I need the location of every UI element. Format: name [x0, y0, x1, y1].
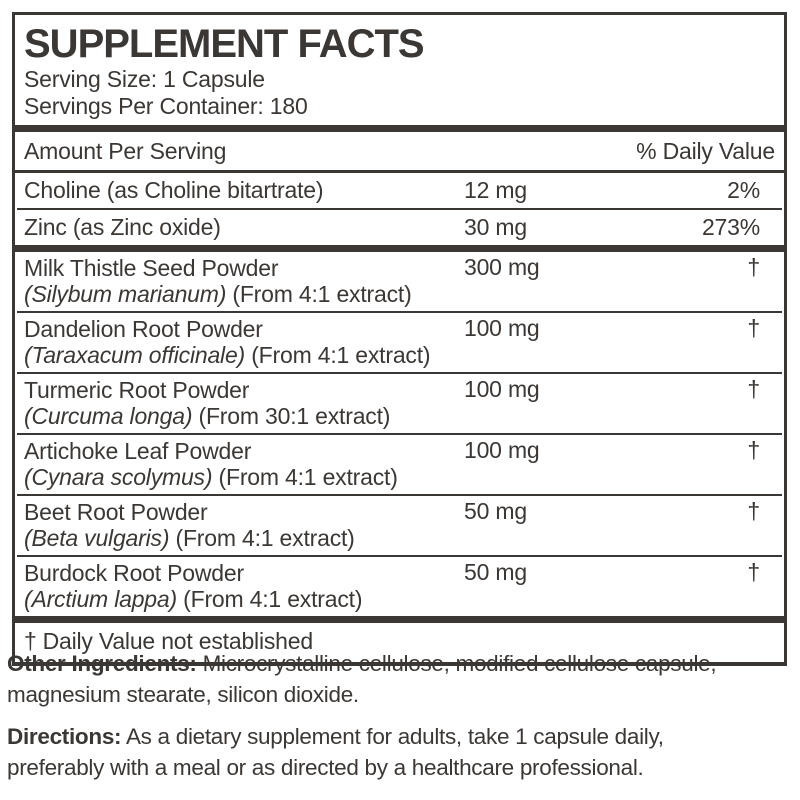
botanical-name: Turmeric Root Powder: [24, 377, 250, 403]
botanical-dv-dagger: †: [747, 498, 760, 524]
botanical-row-burdock: [15, 557, 784, 616]
botanical-dv-dagger: †: [747, 559, 760, 585]
directions-paragraph: [7, 721, 794, 783]
botanical-latin-name: (Cynara scolymus): [24, 464, 213, 490]
botanical-name: Artichoke Leaf Powder: [24, 438, 252, 464]
botanical-amount: 50 mg: [464, 498, 527, 524]
botanical-name: Dandelion Root Powder: [24, 316, 263, 342]
botanical-latin-name: (Silybum marianum): [24, 281, 227, 307]
botanical-amount: 100 mg: [464, 315, 540, 341]
botanical-name: Burdock Root Powder: [24, 560, 244, 586]
nutrient-row-zinc: [15, 210, 784, 245]
botanical-name-block: [24, 438, 464, 490]
botanical-dv-dagger: †: [747, 376, 760, 402]
label-footer-text: [7, 648, 794, 794]
column-header-row: [15, 132, 784, 170]
nutrient-name: Choline (as Choline bitartrate): [24, 177, 324, 203]
botanical-extract-ratio: (From 4:1 extract): [232, 281, 412, 307]
panel-title: SUPPLEMENT FACTS: [24, 22, 424, 66]
botanical-name: Beet Root Powder: [24, 499, 208, 525]
other-ingredients-paragraph: [7, 648, 794, 710]
botanical-name: Milk Thistle Seed Powder: [24, 255, 279, 281]
directions-line2: preferably with a meal or as directed by a healthcare professional.: [7, 755, 644, 780]
botanical-name-block: [24, 560, 464, 612]
botanical-row-dandelion: [15, 313, 784, 372]
botanical-extract-ratio: (From 4:1 extract): [175, 525, 355, 551]
directions-label: Directions:: [7, 724, 122, 749]
botanical-latin-name: (Arctium lappa): [24, 586, 177, 612]
footnote-text: Daily Value not established: [42, 628, 313, 654]
supplement-facts-panel: [12, 12, 787, 666]
botanical-name-block: [24, 316, 464, 368]
botanical-dv-dagger: †: [747, 254, 760, 280]
other-ingredients-line2: magnesium stearate, silicon dioxide.: [7, 682, 359, 707]
nutrient-amount: 30 mg: [464, 214, 527, 240]
botanical-amount: 100 mg: [464, 376, 540, 402]
nutrient-amount: 12 mg: [464, 177, 527, 203]
botanical-dv-dagger: †: [747, 315, 760, 341]
botanical-row-artichoke: [15, 435, 784, 494]
nutrient-dv: 2%: [727, 177, 760, 203]
directions-line1: As a dietary supplement for adults, take 1 capsule daily,: [125, 724, 664, 749]
serving-size: Serving Size: 1 Capsule: [24, 66, 265, 92]
other-ingredients-label: Other Ingredients:: [7, 651, 197, 676]
servings-per-container: Servings Per Container: 180: [24, 93, 308, 119]
thick-separator: [15, 125, 784, 132]
nutrient-row-choline: [15, 173, 784, 208]
botanical-amount: 300 mg: [464, 254, 540, 280]
botanical-extract-ratio: (From 4:1 extract): [218, 464, 398, 490]
botanical-row-beet: [15, 496, 784, 555]
botanical-amount: 50 mg: [464, 559, 527, 585]
amount-per-serving-header: Amount Per Serving: [24, 138, 227, 164]
botanical-extract-ratio: (From 4:1 extract): [183, 586, 363, 612]
botanical-name-block: [24, 499, 464, 551]
botanical-latin-name: (Curcuma longa): [24, 403, 193, 429]
thick-separator: [15, 616, 784, 623]
botanical-amount: 100 mg: [464, 437, 540, 463]
nutrient-dv: 273%: [701, 214, 760, 240]
other-ingredients-line1: Microcrystalline cellulose, modified cellulose capsule,: [202, 651, 717, 676]
nutrient-name: Zinc (as Zinc oxide): [24, 214, 221, 240]
thick-separator: [15, 245, 784, 252]
dagger-symbol: †: [24, 628, 37, 654]
botanical-latin-name: (Beta vulgaris): [24, 525, 170, 551]
percent-daily-value-header: % Daily Value: [636, 138, 775, 164]
botanical-name-block: [24, 255, 464, 307]
botanical-extract-ratio: (From 30:1 extract): [198, 403, 391, 429]
botanical-name-block: [24, 377, 464, 429]
botanical-row-milk-thistle: [15, 252, 784, 311]
botanical-extract-ratio: (From 4:1 extract): [251, 342, 431, 368]
botanical-latin-name: (Taraxacum officinale): [24, 342, 246, 368]
botanical-dv-dagger: †: [747, 437, 760, 463]
botanical-row-turmeric: [15, 374, 784, 433]
